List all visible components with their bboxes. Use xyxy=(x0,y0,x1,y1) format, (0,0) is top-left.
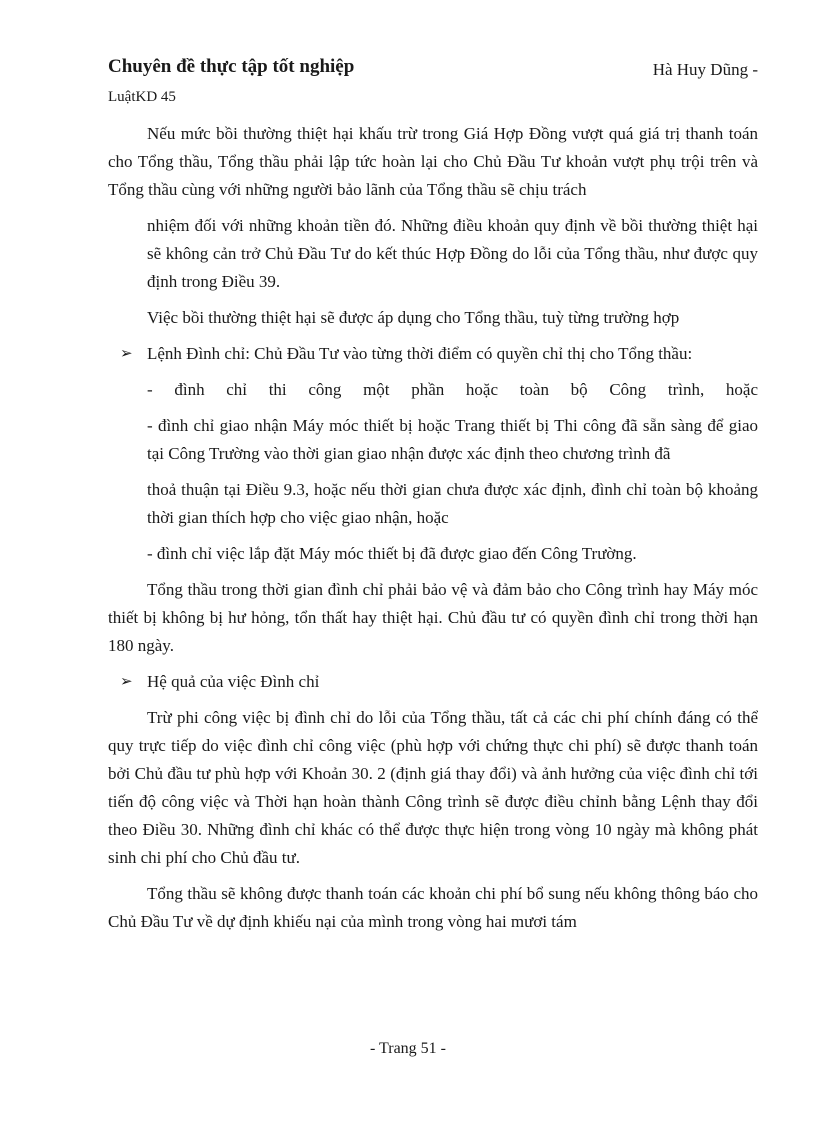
paragraph: thoả thuận tại Điều 9.3, hoặc nếu thời gian chưa được xác định, đình chỉ toàn bộ khoảng thời gian thích hợp cho việc giao nhận, hoặc xyxy=(147,480,758,527)
document-body xyxy=(108,120,758,944)
list-item: - đình chỉ việc lắp đặt Máy móc thiết bị đã được giao đến Công Trường. xyxy=(147,544,637,563)
list-item: - đình chỉ thi công một phần hoặc toàn bộ Công trình, hoặc xyxy=(147,380,758,399)
bullet-item xyxy=(108,340,758,368)
paragraph: Trừ phi công việc bị đình chỉ do lỗi của Tổng thầu, tất cả các chi phí chính đáng có thể quy trực tiếp do việc đình chỉ công việc (phù hợp với chứng thực chi phí) sẽ được thanh toán bởi Chủ đầu tư phù hợp với Khoản 30. 2 (định giá thay đổi) và ảnh hưởng của việc đình chỉ tới tiến độ công việc và Thời hạn hoàn thành Công trình sẽ được điều chỉnh bằng Lệnh thay đổi theo Điều 30. Những đình chỉ khác có thể được thực hiện trong vòng 10 ngày mà không phát sinh chi phí cho Chủ đầu tư. xyxy=(108,708,758,867)
paragraph: Tổng thầu sẽ không được thanh toán các khoản chi phí bổ sung nếu không thông báo cho Chủ Đầu Tư về dự định khiếu nại của mình trong vòng hai mươi tám xyxy=(108,884,758,931)
bullet-item xyxy=(108,668,758,696)
arrow-bullet-icon: ➢ xyxy=(120,346,133,362)
paragraph: Tổng thầu trong thời gian đình chỉ phải bảo vệ và đảm bảo cho Công trình hay Máy móc thiết bị không bị hư hỏng, tổn thất hay thiệt hại. Chủ đầu tư có quyền đình chỉ trong thời hạn 180 ngày. xyxy=(108,580,758,655)
list-item: - đình chỉ giao nhận Máy móc thiết bị hoặc Trang thiết bị Thi công đã sẵn sàng để giao tại Công Trường vào thời gian giao nhận được xác định theo chương trình đã xyxy=(147,416,758,463)
paragraph: Việc bồi thường thiệt hại sẽ được áp dụng cho Tổng thầu, tuỳ từng trường hợp xyxy=(147,308,680,327)
header-title: Chuyên đề thực tập tốt nghiệp xyxy=(108,56,355,77)
arrow-bullet-icon: ➢ xyxy=(120,674,133,690)
header-dept: LuậtKD 45 xyxy=(108,89,176,105)
paragraph: nhiệm đối với những khoản tiền đó. Những điều khoản quy định về bồi thường thiệt hại sẽ không cản trở Chủ Đầu Tư do kết thúc Hợp Đồng do lỗi của Tổng thầu, như được quy định trong Điều 39. xyxy=(147,216,758,291)
page-number: - Trang 51 - xyxy=(369,1040,446,1057)
paragraph: Nếu mức bồi thường thiệt hại khấu trừ trong Giá Hợp Đồng vượt quá giá trị thanh toán cho Tổng thầu, Tổng thầu phải lập tức hoàn lại cho Chủ Đầu Tư khoản vượt phụ trội trên và Tổng thầu cùng với những người bảo lãnh của Tổng thầu sẽ chịu trách xyxy=(108,124,758,199)
bullet-text: Hệ quả của việc Đình chỉ xyxy=(147,672,320,691)
header-author: Hà Huy Dũng - xyxy=(652,60,758,79)
bullet-text: Lệnh Đình chỉ: Chủ Đầu Tư vào từng thời điểm có quyền chỉ thị cho Tổng thầu: xyxy=(147,344,693,363)
